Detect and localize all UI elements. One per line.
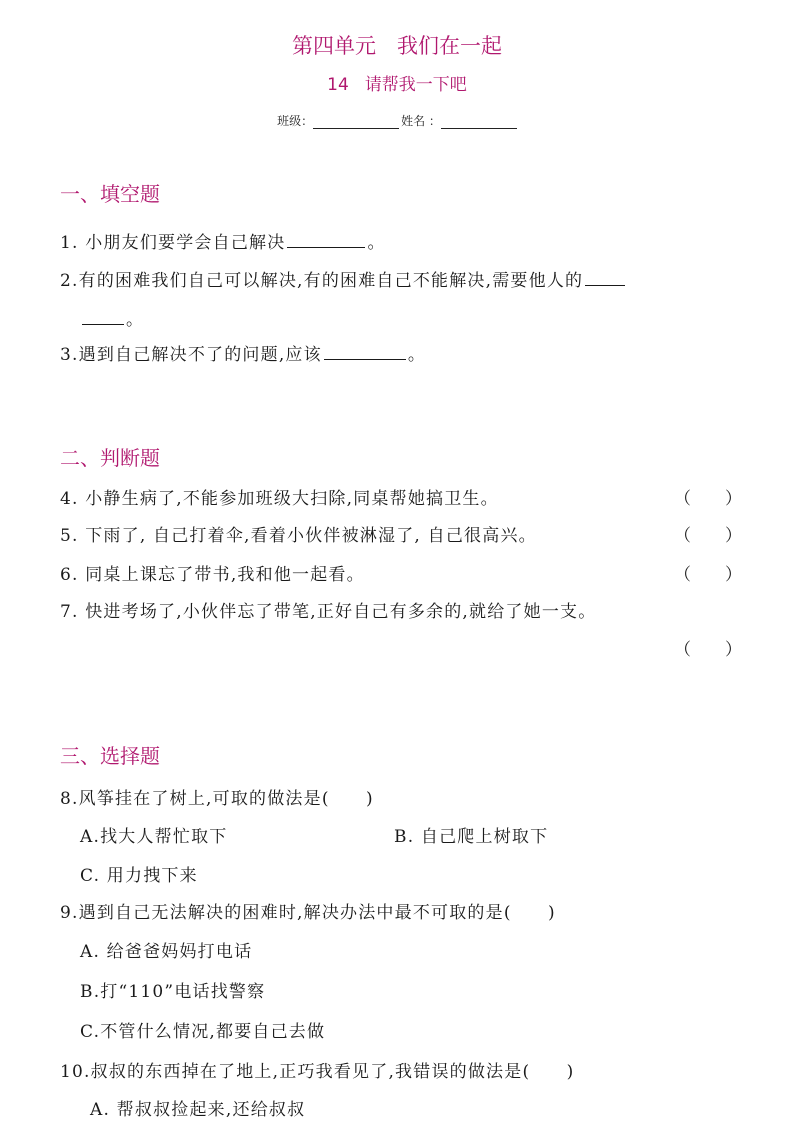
lesson-number: 14 <box>327 75 349 95</box>
question-9-option-b[interactable]: B.打“110”电话找警察 <box>80 982 266 1002</box>
class-blank[interactable] <box>313 115 399 129</box>
name-blank[interactable] <box>441 115 517 129</box>
question-3 <box>60 340 426 365</box>
question-10: 10.叔叔的东西掉在了地上,正巧我看见了,我错误的做法是( ) <box>60 1062 575 1082</box>
question-9-option-a[interactable]: A. 给爸爸妈妈打电话 <box>80 942 253 962</box>
class-label: 班级： <box>277 114 314 128</box>
name-label: 姓名 ： <box>401 114 441 128</box>
question-1-suffix: 。 <box>367 233 386 253</box>
question-6: 6. 同桌上课忘了带书,我和他一起看。 <box>60 565 365 585</box>
question-4-answer-parens[interactable]: （ ） <box>674 489 742 509</box>
question-2-blank-part2[interactable] <box>82 323 124 325</box>
lesson-name: 请帮我一下吧 <box>364 75 467 95</box>
lesson-title <box>0 70 794 95</box>
question-9: 9.遇到自己无法解决的困难时,解决办法中最不可取的是( ) <box>60 903 556 923</box>
question-8-option-b[interactable]: B. 自己爬上树取下 <box>394 827 549 847</box>
question-2 <box>60 266 627 291</box>
question-1 <box>60 228 386 253</box>
question-5-answer-parens[interactable]: （ ） <box>674 526 742 546</box>
question-8: 8.风筝挂在了树上,可取的做法是( ) <box>60 789 374 809</box>
section-true-false-title: 二、判断题 <box>60 446 160 470</box>
question-3-text: 3.遇到自己解决不了的问题,应该 <box>60 345 322 365</box>
question-6-answer-parens[interactable]: （ ） <box>674 565 742 585</box>
section-multiple-choice-title: 三、选择题 <box>60 744 160 768</box>
question-8-option-a[interactable]: A.找大人帮忙取下 <box>80 827 228 847</box>
question-1-text: 1. 小朋友们要学会自己解决 <box>60 233 286 253</box>
question-4: 4. 小静生病了,不能参加班级大扫除,同桌帮她搞卫生。 <box>60 489 499 509</box>
question-2-continued <box>80 305 144 330</box>
question-2-text: 2.有的困难我们自己可以解决,有的困难自己不能解决,需要他人的 <box>60 271 584 291</box>
question-3-blank[interactable] <box>324 358 406 360</box>
question-10-option-a[interactable]: A. 帮叔叔捡起来,还给叔叔 <box>90 1100 306 1120</box>
question-5: 5. 下雨了, 自己打着伞,看着小伙伴被淋湿了, 自己很高兴。 <box>60 526 537 546</box>
question-7: 7. 快进考场了,小伙伴忘了带笔,正好自己有多余的,就给了她一支。 <box>60 602 597 622</box>
question-3-suffix: 。 <box>407 345 427 365</box>
question-8-option-c[interactable]: C. 用力拽下来 <box>80 866 198 886</box>
question-2-suffix: 。 <box>126 310 145 330</box>
unit-title: 第四单元 我们在一起 <box>292 34 502 58</box>
question-1-blank[interactable] <box>287 246 365 248</box>
question-9-option-c[interactable]: C.不管什么情况,都要自己去做 <box>80 1022 326 1042</box>
question-2-blank-part1[interactable] <box>585 284 625 286</box>
section-fill-in-title: 一、填空题 <box>60 182 160 206</box>
question-7-answer-parens[interactable]: （ ） <box>674 640 742 660</box>
student-info-line <box>0 112 794 129</box>
